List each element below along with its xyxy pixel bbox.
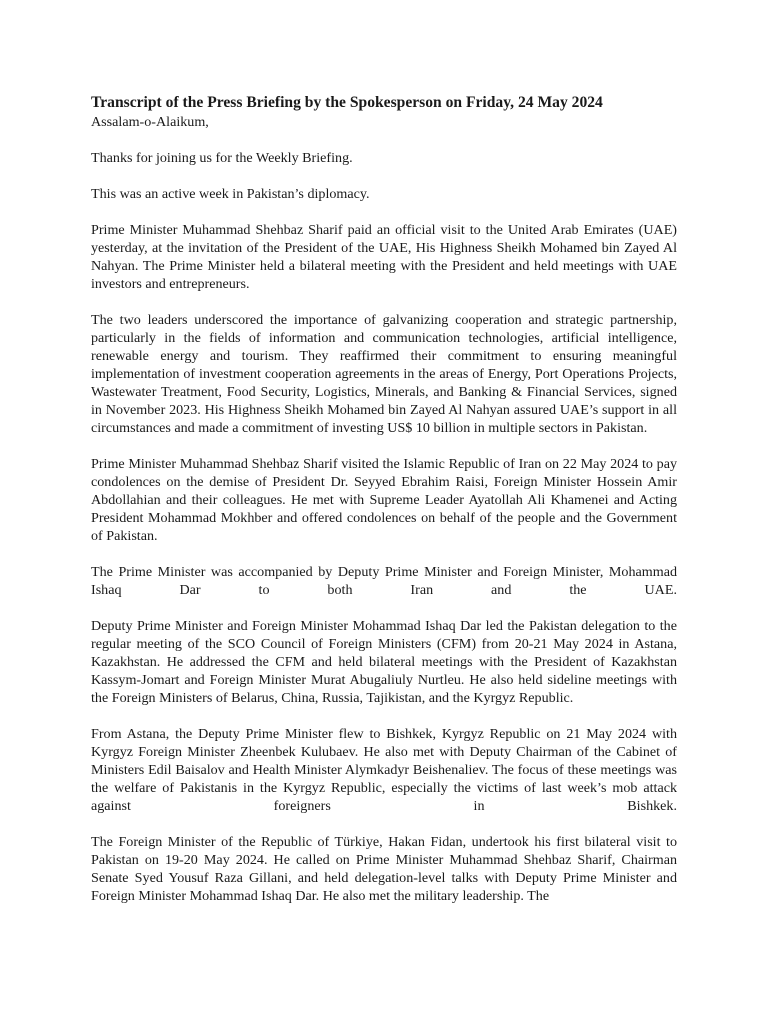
document-page: [91, 93, 677, 923]
paragraph-sco-cfm: Deputy Prime Minister and Foreign Minister Mohammad Ishaq Dar led the Pakistan delegation to the regular meeting of the SCO Council of Foreign Ministers (CFM) from 20-21 May 2024 in Astana, Kazakhstan. He addressed the CFM and held bilateral meetings with the President of Kazakhstan Kassym-Jomart and Foreign Minister Murat Abugaliuly Nurtleu. He also held sideline meetings with the Foreign Ministers of Belarus, China, Russia, Tajikistan, and the Kyrgyz Republic.: [91, 618, 677, 706]
paragraph-cooperation: The two leaders underscored the importance of galvanizing cooperation and strategic partnership, particularly in the fields of information and communication technologies, artificial intelligence, renewable energy and tourism. They reaffirmed their commitment to ensuring meaningful implementation of investment cooperation agreements in the areas of Energy, Port Operations Projects, Wastewater Treatment, Food Security, Logistics, Minerals, and Banking & Financial Services, signed in November 2023. His Highness Sheikh Mohamed bin Zayed Al Nahyan assured UAE’s support in all circumstances and made a commitment of investing US$ 10 billion in multiple sectors in Pakistan.: [91, 312, 677, 436]
paragraph-accompanied: The Prime Minister was accompanied by Deputy Prime Minister and Foreign Minister, Mohammad Ishaq Dar to both Iran and the UAE.: [91, 564, 677, 598]
paragraph-turkiye-visit: The Foreign Minister of the Republic of Türkiye, Hakan Fidan, undertook his first bilateral visit to Pakistan on 19-20 May 2024. He called on Prime Minister Muhammad Shehbaz Sharif, Chairman Senate Syed Yousuf Raza Gillani, and held delegation-level talks with Deputy Prime Minister and Foreign Minister Mohammad Ishaq Dar. He also met the military leadership. The: [91, 834, 677, 904]
document-title: Transcript of the Press Briefing by the Spokesperson on Friday, 24 May 2024: [91, 94, 603, 111]
paragraph-thanks: Thanks for joining us for the Weekly Briefing.: [91, 150, 353, 166]
paragraph-bishkek: From Astana, the Deputy Prime Minister flew to Bishkek, Kyrgyz Republic on 21 May 2024 with Kyrgyz Foreign Minister Zheenbek Kulubaev. He also met with Deputy Chairman of the Cabinet of Ministers Edil Baisalov and Health Minister Alymkadyr Beishenaliev. The focus of these meetings was the welfare of Pakistanis in the Kyrgyz Republic, especially the victims of last week’s mob attack against foreigners in Bishkek.: [91, 726, 677, 814]
greeting: Assalam-o-Alaikum,: [91, 114, 209, 130]
paragraph-iran-visit: Prime Minister Muhammad Shehbaz Sharif visited the Islamic Republic of Iran on 22 May 2024 to pay condolences on the demise of President Dr. Seyyed Ebrahim Raisi, Foreign Minister Hossein Amir Abdollahian and their colleagues. He met with Supreme Leader Ayatollah Ali Khamenei and Acting President Mohammad Mokhber and offered condolences on behalf of the people and the Government of Pakistan.: [91, 456, 677, 544]
paragraph-uae-visit: Prime Minister Muhammad Shehbaz Sharif paid an official visit to the United Arab Emirates (UAE) yesterday, at the invitation of the President of the UAE, His Highness Sheikh Mohamed bin Zayed Al Nahyan. The Prime Minister held a bilateral meeting with the President and held meetings with UAE investors and entrepreneurs.: [91, 222, 677, 292]
paragraph-active-week: This was an active week in Pakistan’s diplomacy.: [91, 186, 370, 202]
